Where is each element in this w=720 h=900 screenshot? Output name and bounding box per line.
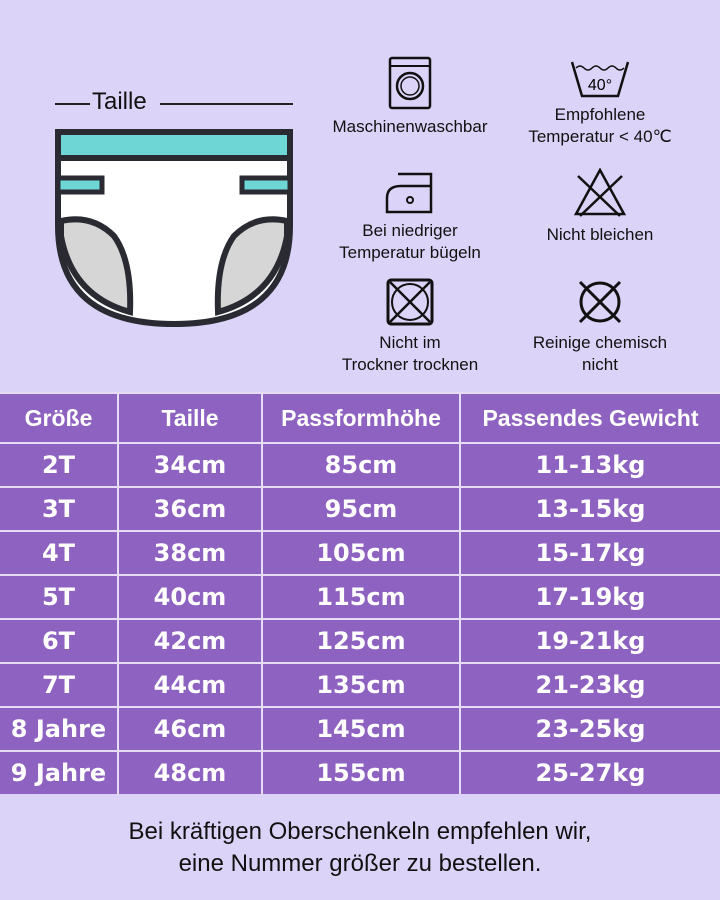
- cell-size: 3T: [0, 487, 118, 531]
- cell-waist: 40cm: [118, 575, 262, 619]
- care-label: Nicht im: [379, 333, 441, 352]
- wash-40-icon: [570, 60, 630, 98]
- cell-weight: 25-27kg: [460, 751, 720, 794]
- cell-weight: 11-13kg: [460, 443, 720, 487]
- care-wash-40: [505, 60, 695, 148]
- cell-fit-height: 115cm: [262, 575, 460, 619]
- table-row: [0, 487, 720, 531]
- care-no-bleach: [505, 168, 695, 246]
- table-row: [0, 707, 720, 751]
- cell-fit-height: 145cm: [262, 707, 460, 751]
- cell-fit-height: 95cm: [262, 487, 460, 531]
- cell-size: 2T: [0, 443, 118, 487]
- cell-fit-height: 125cm: [262, 619, 460, 663]
- waist-label: [55, 86, 293, 116]
- cell-fit-height: 105cm: [262, 531, 460, 575]
- header-fit-height: Passformhöhe: [262, 393, 460, 443]
- no-tumble-dry-icon: [386, 278, 434, 326]
- cell-waist: 44cm: [118, 663, 262, 707]
- table-row: [0, 575, 720, 619]
- cell-size: 6T: [0, 619, 118, 663]
- cell-waist: 38cm: [118, 531, 262, 575]
- cell-waist: 34cm: [118, 443, 262, 487]
- cell-weight: 19-21kg: [460, 619, 720, 663]
- waist-label-text: Taille: [92, 88, 147, 115]
- header-weight: Passendes Gewicht: [460, 393, 720, 443]
- cell-size: 9 Jahre: [0, 751, 118, 794]
- table-header: [0, 393, 720, 443]
- note-line: eine Nummer größer zu bestellen.: [178, 850, 542, 877]
- cell-waist: 46cm: [118, 707, 262, 751]
- table-row: [0, 443, 720, 487]
- sizing-note: [0, 816, 720, 880]
- cell-weight: 17-19kg: [460, 575, 720, 619]
- care-no-tumble-dry: [315, 278, 505, 376]
- svg-text:40°: 40°: [587, 77, 613, 94]
- care-no-dry-clean: [505, 278, 695, 376]
- care-label: Trockner trocknen: [341, 355, 479, 374]
- cell-size: 8 Jahre: [0, 707, 118, 751]
- cell-weight: 13-15kg: [460, 487, 720, 531]
- care-label: Nicht bleichen: [546, 225, 654, 244]
- table-row: [0, 531, 720, 575]
- care-label: Temperatur < 40℃: [528, 127, 672, 146]
- cell-size: 5T: [0, 575, 118, 619]
- no-dry-clean-icon: [576, 278, 624, 326]
- no-bleach-icon: [574, 168, 626, 218]
- table-row: [0, 619, 720, 663]
- diaper-illustration: [52, 126, 297, 331]
- cell-weight: 21-23kg: [460, 663, 720, 707]
- cell-size: 7T: [0, 663, 118, 707]
- care-label: Bei niedriger: [362, 221, 458, 240]
- care-iron-low: [315, 170, 505, 264]
- cell-weight: 23-25kg: [460, 707, 720, 751]
- table-row: [0, 663, 720, 707]
- care-label: Maschinenwaschbar: [332, 117, 488, 136]
- care-label: nicht: [582, 355, 618, 374]
- note-line: Bei kräftigen Oberschenkeln empfehlen wir,: [128, 818, 592, 845]
- cell-waist: 42cm: [118, 619, 262, 663]
- header-size: Größe: [0, 393, 118, 443]
- cell-fit-height: 155cm: [262, 751, 460, 794]
- table-row: [0, 751, 720, 794]
- washing-machine-icon: [388, 56, 432, 110]
- header-waist: Taille: [118, 393, 262, 443]
- care-machine-wash: [310, 56, 510, 138]
- cell-waist: 36cm: [118, 487, 262, 531]
- cell-weight: 15-17kg: [460, 531, 720, 575]
- cell-fit-height: 135cm: [262, 663, 460, 707]
- cell-waist: 48cm: [118, 751, 262, 794]
- size-table: [0, 392, 720, 794]
- cell-size: 4T: [0, 531, 118, 575]
- care-label: Temperatur bügeln: [339, 243, 481, 262]
- care-label: Reinige chemisch: [532, 333, 668, 352]
- iron-low-icon: [383, 170, 437, 214]
- care-label: Empfohlene: [554, 105, 646, 124]
- cell-fit-height: 85cm: [262, 443, 460, 487]
